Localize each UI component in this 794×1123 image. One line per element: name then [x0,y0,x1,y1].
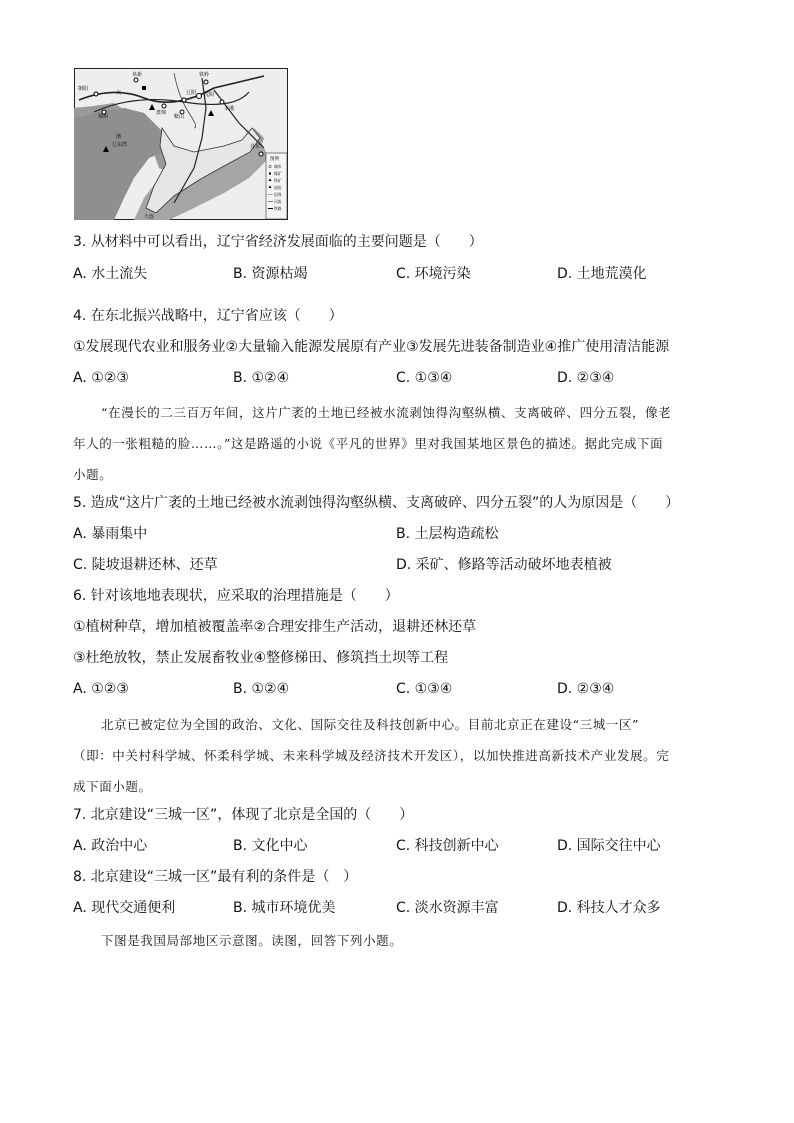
map-label: 丹东 [250,144,261,150]
question-4-choices: ①发展现代农业和服务业②大量输入能源发展原有产业③发展先进装备制造业④推广使用清洁能源 [73,339,670,355]
question-3-stem: 3. 从材料中可以看出，辽宁省经济发展面临的主要问题是（ ） [73,234,483,250]
q6-option-c: C. ①③④ [396,681,453,697]
q7-option-a: A. 政治中心 [73,838,148,854]
q7-option-b: B. 文化中心 [233,838,308,854]
q5-option-b: B. 土层构造疏松 [396,526,499,542]
q6-option-b: B. ①②④ [233,681,290,697]
q4-option-d: D. ②③④ [557,370,615,386]
map-label: 大 [116,90,122,96]
map-label: 辽东湾 [112,142,128,148]
q4-option-c: C. ①③④ [396,370,453,386]
q3-option-d: D. 土地荒漠化 [557,266,647,282]
city-marker [259,152,263,156]
legend-city-icon [269,165,271,167]
map-label: 阜新 [132,72,143,78]
map-label: 鞍山 [174,114,185,120]
passage-1-line-2: 年人的一张粗糙的脸……。”这是路遥的小说《平凡的世界》里对我国某地区景色的描述。据此完成下面 [73,436,664,451]
map-figure [74,68,288,220]
coal-mine-icon [142,86,146,90]
q6-option-d: D. ②③④ [557,681,615,697]
legend-item: 城市 [274,164,282,169]
map-label: 辽阳 [186,90,197,96]
map-label: 本溪 [224,106,235,112]
map-label: 沈阳 [204,92,215,98]
map-label: 铁岭 [199,72,210,78]
liaoning-map [74,68,288,220]
question-4-stem: 4. 在东北振兴战略中，辽宁省应该（ ） [73,308,343,324]
passage-1-line-1: “在漫长的二三百万年间，这片广袤的土地已经被水流剥蚀得沟壑纵横、支离破碎、四分五裂，像老 [101,405,672,420]
q8-option-c: C. 淡水资源丰富 [396,900,499,916]
q5-option-d: D. 采矿、修路等活动破坏地表植被 [396,557,612,573]
city-marker [182,98,186,102]
legend-item: 煤矿 [274,171,282,176]
passage-3-line-1: 下图是我国局部地区示意图。读图，回答下列小题。 [101,933,403,948]
question-8-stem: 8. 北京建设“三城一区”最有利的条件是（ ） [73,869,358,885]
passage-2-line-1: 北京已被定位为全国的政治、文化、国际交往及科技创新中心。目前北京正在建设“三城一区” [101,717,639,732]
q5-option-c: C. 陡坡退耕还林、还草 [73,557,218,573]
legend-item: 铁路 [274,206,282,211]
legend-item: 油田 [274,185,282,190]
map-label: 盘锦 [156,110,167,116]
city-marker [197,94,202,99]
q3-option-c: C. 环境污染 [396,266,471,282]
map-label: 大连 [144,214,155,220]
passage-1 [73,397,723,490]
map-label: 锦州 [98,114,109,120]
q3-option-b: B. 资源枯竭 [233,266,308,282]
q4-option-a: A. ①②③ [73,370,129,386]
passage-2-line-3: 成下面小题。 [73,779,152,794]
map-label: 朝阳 [78,86,89,92]
question-7-stem: 7. 北京建设“三城一区”，体现了北京是全国的（ ） [73,807,414,823]
q8-option-b: B. 城市环境优美 [233,900,336,916]
legend-title: 图例 [270,157,279,162]
question-5-stem: 5. 造成“这片广袤的土地已经被水流剥蚀得沟壑纵横、支离破碎、四分五裂”的人为原因是（ ） [73,495,680,511]
passage-2-line-2: （即：中关村科学城、怀柔科学城、未来科学城及经济技术开发区），以加快推进高新技术产业发展。完 [73,748,670,763]
passage-2 [73,709,723,802]
city-marker [204,80,208,84]
q6-option-a: A. ①②③ [73,681,129,697]
city-marker [162,104,166,108]
city-marker [134,78,138,82]
legend-item: 铁矿 [274,178,282,183]
question-6-choices-1: ①植树种草，增加植被覆盖率②合理安排生产活动，退耕还林还草 [73,619,477,635]
legend-coal-icon [269,173,271,175]
passage-3 [73,925,723,956]
q5-option-a: A. 暴雨集中 [73,526,148,542]
legend-item: 河流 [274,199,282,204]
q8-option-d: D. 科技人才众多 [557,900,661,916]
q8-option-a: A. 现代交通便利 [73,900,176,916]
q7-option-d: D. 国际交往中心 [557,838,661,854]
legend-item: 国界 [274,192,282,197]
city-marker [220,100,224,104]
q4-option-b: B. ①②④ [233,370,290,386]
q7-option-c: C. 科技创新中心 [396,838,499,854]
map-label: 渤 [116,134,122,140]
q3-option-a: A. 水土流失 [73,266,148,282]
city-marker [94,92,98,96]
passage-1-line-3: 小题。 [73,467,113,482]
question-6-choices-2: ③杜绝放牧，禁止发展畜牧业④整修梯田、修筑挡土坝等工程 [73,650,449,666]
question-6-stem: 6. 针对该地地表现状，应采取的治理措施是（ ） [73,588,399,604]
